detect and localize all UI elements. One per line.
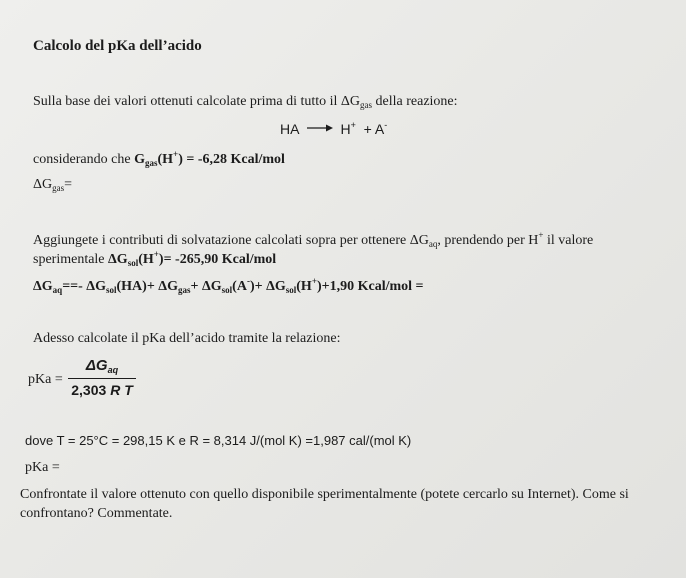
- considering-charge: +: [173, 149, 179, 159]
- constants-line: dove T = 25°C = 298,15 K e R = 8,314 J/(mol K) =1,987 cal/(mol K): [25, 433, 412, 448]
- considering-symbol: G: [134, 152, 145, 167]
- product-a: + A: [363, 121, 385, 137]
- dg-gas-symbol: ΔG: [33, 177, 53, 192]
- solvation2-sub: sol: [127, 258, 139, 268]
- eq-p3: (HA)+ ΔG: [116, 279, 178, 294]
- product-h-charge: +: [350, 120, 356, 130]
- pka-lhs: pKa =: [28, 372, 63, 387]
- eq-s6: sol: [285, 285, 297, 295]
- solvation2-charge: +: [153, 249, 159, 259]
- numerator-symbol: ΔG: [85, 357, 108, 374]
- product-h: H: [340, 121, 351, 137]
- solvation-mid: , prendendo per H: [437, 233, 539, 248]
- considering-value: ) = -6,28 Kcal/mol: [178, 152, 285, 167]
- pka-intro: Adesso calcolate il pKa dell’acido tramite la relazione:: [33, 331, 341, 346]
- denominator-number: 2,303: [71, 382, 111, 399]
- eq-p1: ΔG: [33, 279, 53, 294]
- considering-paren: (H: [157, 152, 174, 167]
- solvation2-value: )= -265,90 Kcal/mol: [158, 252, 277, 267]
- reactant: HA: [280, 121, 299, 137]
- solvation-tail: il valore: [543, 233, 594, 248]
- solvation-text: Aggiungete i contributi di solvatazione calcolati sopra per ottenere ΔG: [33, 233, 429, 248]
- eq-p2: ==- ΔG: [62, 279, 106, 294]
- dg-gas-line: [33, 177, 72, 193]
- eq-p6: )+ ΔG: [249, 279, 286, 294]
- final-line-2: confrontano? Commentate.: [20, 506, 173, 521]
- eq-s3: gas: [177, 285, 191, 295]
- numerator-sub: aq: [107, 365, 119, 375]
- eq-c5: -: [246, 276, 250, 286]
- pka-fraction: [68, 357, 136, 398]
- eq-s1: aq: [52, 285, 63, 295]
- eq-s4: sol: [221, 285, 233, 295]
- considering-prefix: considerando che: [33, 152, 135, 167]
- solvation-sub: aq: [428, 239, 438, 249]
- dg-aq-equation: [33, 276, 424, 295]
- reaction-equation: [280, 120, 387, 137]
- eq-s2: sol: [105, 285, 117, 295]
- pka-result: pKa =: [25, 460, 60, 475]
- dg-gas-tail: =: [64, 177, 73, 192]
- product-a-charge: -: [384, 120, 388, 130]
- intro-sub: gas: [360, 100, 373, 110]
- considering-line: [33, 149, 285, 168]
- solvation-line-1: [33, 230, 593, 249]
- page-title: Calcolo del pKa dell’acido: [33, 38, 202, 54]
- intro-text: [33, 94, 458, 110]
- solvation2-symbol: ΔG: [108, 252, 128, 267]
- eq-p4: + ΔG: [190, 279, 222, 294]
- fraction-numerator: [68, 357, 136, 378]
- intro-main: Sulla base dei valori ottenuti calcolate prima di tutto il ΔG: [33, 94, 361, 109]
- solvation2-prefix: sperimentale: [33, 252, 109, 267]
- eq-p7: (H: [296, 279, 312, 294]
- final-line-1: Confrontate il valore ottenuto con quello disponibile sperimentalmente (potete cercarlo su Internet). Come si: [20, 487, 629, 502]
- eq-c7: +: [311, 276, 317, 286]
- eq-p8: )+1,90 Kcal/mol =: [316, 279, 424, 294]
- considering-sub: gas: [144, 158, 158, 168]
- intro-tail: della reazione:: [372, 94, 458, 109]
- solvation-charge: +: [538, 230, 544, 240]
- fraction-denominator: [68, 379, 136, 398]
- eq-p5: (A: [232, 279, 247, 294]
- solvation-line-2: [33, 249, 276, 268]
- denominator-vars: R T: [110, 382, 133, 399]
- solvation2-paren: (H: [138, 252, 154, 267]
- reaction-arrow-icon: [307, 123, 333, 133]
- dg-gas-sub: gas: [52, 183, 65, 193]
